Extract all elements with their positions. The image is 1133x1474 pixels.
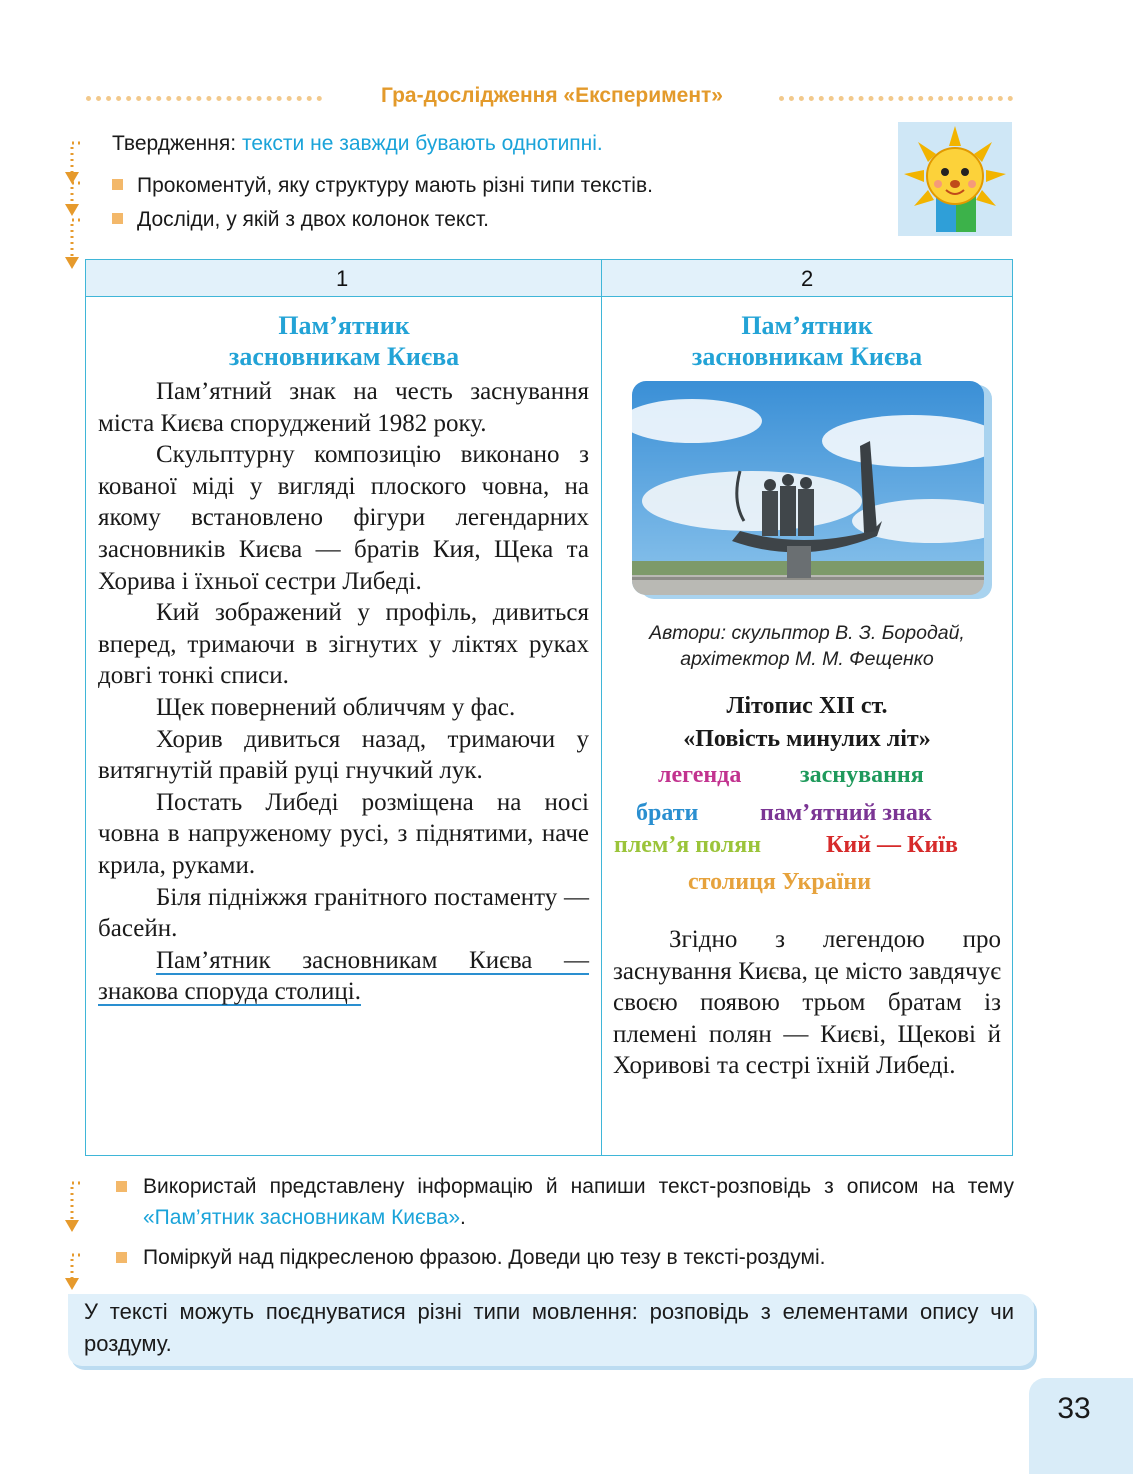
paragraph: Кий зображений у профіль, дивиться вперед, тримаючи в зігнутих у ліктях руках довгі тонкі списи.: [98, 599, 589, 690]
bullet-item: [112, 174, 653, 198]
paragraph: Біля підніжжя гранітного постаменту — басейн.: [98, 883, 589, 943]
task-topic: «Пам’ятник засновникам Києва»: [143, 1206, 461, 1229]
dotted-arrow-icon: [60, 1250, 84, 1292]
keyword-brothers: брати: [636, 800, 699, 826]
keyword-capital: столиця України: [688, 869, 872, 895]
task-1: [116, 1171, 1014, 1233]
paragraph: Скульптурну композицію виконано з кованої міді у вигляді плоского човна, на якому встановлено фігури легендарних засновників Києва — братів Кия, Щека та Хорива і їхньої сестри Либеді.: [98, 441, 589, 595]
header-dots-right: [779, 96, 1013, 101]
table-header-row: [86, 260, 1012, 297]
monument-photo: [632, 381, 984, 595]
bullet-text: Прокоментуй, яку структуру мають різні типи текстів.: [137, 174, 653, 197]
statement-label: Твердження:: [112, 132, 237, 155]
keyword-founding: заснування: [800, 762, 924, 788]
statement-line: [112, 132, 603, 156]
bullet-square-icon: [112, 213, 123, 224]
statement-text: тексти не завжди бувають однотипні.: [241, 132, 603, 155]
bullet-text: Досліди, у якій з двох колонок текст.: [137, 208, 489, 231]
paragraph: Щек повернений обличчям у фас.: [156, 693, 516, 721]
dotted-arrow-icon: [60, 215, 84, 271]
page-number: 33: [1057, 1392, 1091, 1425]
chronicle-title: Літопис XII ст. «Повість минулих літ»: [683, 693, 931, 752]
paragraph: Постать Либеді розміщена на носі човна в напруженому русі, з піднятими, наче крила, руками.: [98, 788, 589, 879]
column-1-header: 1: [336, 266, 349, 291]
dotted-arrow-icon: [60, 178, 84, 218]
task-text: Поміркуй над підкресленою фразою. Доведи цю тезу в тексті-роздумі.: [143, 1246, 826, 1269]
keyword-memorial: пам’ятний знак: [760, 800, 932, 826]
bullet-square-icon: [112, 179, 123, 190]
photo-caption: Автори: скульптор В. З. Бородай, архітектор М. М. Фещенко: [649, 622, 965, 670]
keyword-legend: легенда: [658, 762, 742, 788]
column-2-title: Пам’ятник засновникам Києва: [691, 311, 923, 371]
underlined-thesis: Пам’ятник засновникам Києва — знакова споруда столиці.: [98, 946, 589, 1006]
bullet-item: [112, 208, 489, 232]
sun-mascot-icon: [898, 122, 1012, 236]
task-2: [116, 1242, 1016, 1273]
bullet-square-icon: [116, 1181, 127, 1192]
task-text: Використай представлену інформацію й напиши текст-розповідь з описом на тему: [143, 1175, 1014, 1198]
task-end: .: [460, 1206, 466, 1229]
column-1-title: Пам’ятник засновникам Києва: [228, 311, 460, 371]
keyword-kyi-kyiv: Кий — Київ: [826, 832, 958, 858]
paragraph: Пам’ятний знак на честь заснування міста Києва споруджений 1982 року.: [98, 378, 589, 437]
column-2-header: 2: [801, 266, 814, 291]
paragraph: Хорив дивиться назад, тримаючи у витягнутій правій руці гнучкий лук.: [98, 725, 589, 785]
exercise-title: Гра-дослідження «Експеримент»: [381, 84, 723, 107]
header-dots-left: [86, 96, 322, 101]
dotted-arrow-icon: [60, 1178, 84, 1234]
bullet-square-icon: [116, 1252, 127, 1263]
column-2-text: [613, 924, 1001, 1082]
keyword-tribe: плем’я полян: [614, 832, 762, 858]
rule-note-text: У тексті можуть поєднуватися різні типи мовлення: розповідь з елементами опису чи роздуму.: [84, 1299, 1014, 1356]
paragraph: Згідно з легендою про заснування Києва, це місто завдячує своєю появою трьом братам із племені полян — Києві, Щекові й Хоривові та сестрі їхній Либеді.: [613, 926, 1001, 1080]
column-1-text: [98, 376, 589, 1008]
